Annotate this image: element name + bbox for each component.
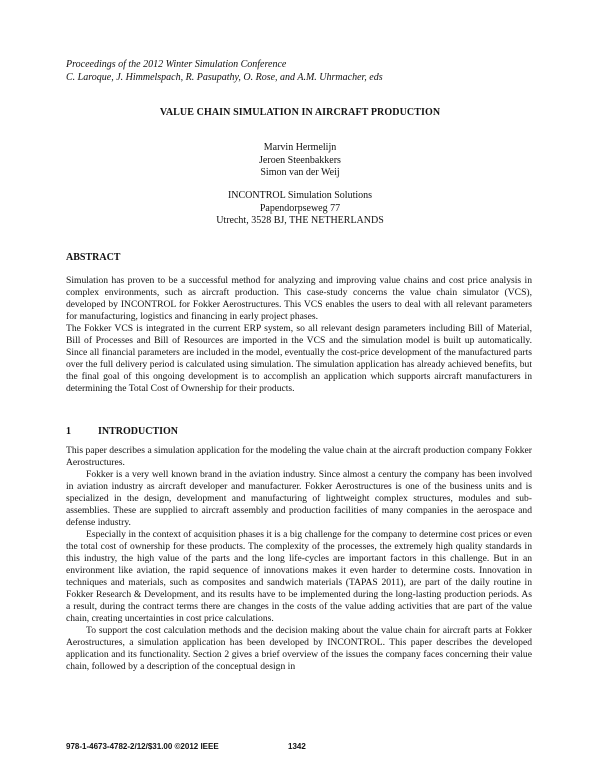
- author-name: Jeroen Steenbakkers: [259, 154, 341, 166]
- abstract-paragraph: Simulation has proven to be a successful method for analyzing and improving value chains and cost price analysis in complex environments, such as aircraft production. This case-study concerns the value chain simulator (VCS), developed by INCONTROL for Fokker Aerostructures. This VCS enables the users to deal with all relevant parameters for manufacturing, logistics and financing in early project phases.: [66, 275, 532, 322]
- introduction-body: [66, 445, 532, 673]
- affiliation-street: Papendorpseweg 77: [259, 202, 341, 214]
- intro-paragraph: Fokker is a very well known brand in the aviation industry. Since almost a century the company has been involved in aviation industry as aircraft developer and manufacturer. Fokker Aerostructures is one of the business units and is specialized in the design, development and manufacturing of lightweight complex structures, modules and sub-assemblies. These are supplied to aircraft assembly and production facilities of many companies in the aerospace and defense industry.: [66, 469, 532, 528]
- abstract-body: [66, 275, 532, 395]
- author-name: Marvin Hermelijn: [263, 142, 337, 153]
- abstract-heading: ABSTRACT: [66, 252, 121, 263]
- editors-line: C. Laroque, J. Himmelspach, R. Pasupathy, O. Rose, and A.M. Uhrmacher, eds: [66, 72, 383, 83]
- author-list: [0, 142, 600, 180]
- proceedings-line: Proceedings of the 2012 Winter Simulation Conference: [66, 59, 287, 70]
- affiliation-org: INCONTROL Simulation Solutions: [227, 190, 373, 201]
- intro-paragraph: This paper describes a simulation application for the modeling the value chain at the aircraft production company Fokker Aerostructures.: [66, 445, 532, 468]
- section-title: INTRODUCTION: [98, 426, 179, 437]
- abstract-paragraph: The Fokker VCS is integrated in the current ERP system, so all relevant design parameters including Bill of Material, Bill of Processes and Bill of Resources are imported in the VCS and the simulation model is built up automatically. Since all financial parameters are included in the model, eventually the cost-price development of the manufactured parts over the full delivery period is calculated using simulation. The simulation application has already achieved benefits, but the final goal of this ongoing development is to accomplish an application which supports aircraft manufacturers in determining the Total Cost of Ownership for their products.: [66, 323, 532, 394]
- affiliation: [0, 190, 600, 228]
- affiliation-city: Utrecht, 3528 BJ, THE NETHERLANDS: [216, 215, 384, 226]
- paper-title: VALUE CHAIN SIMULATION IN AIRCRAFT PRODUCTION: [159, 107, 441, 118]
- intro-paragraph: To support the cost calculation methods and the decision making about the value chain for aircraft parts at Fokker Aerostructures, a simulation application has been developed by INCONTROL. This paper describes the developed application and its functionality. Section 2 gives a brief overview of the issues the company faces concerning their value chain, followed by a description of the conceptual design in: [66, 625, 532, 672]
- page-number: 1342: [288, 742, 306, 751]
- intro-paragraph: Especially in the context of acquisition phases it is a big challenge for the company to determine cost prices or even the total cost of ownership for these products. The complexity of the processes, the extremely high quality standards in this industry, the high value of the parts and the long life-cycles are important factors in this challenge. But in an environment like aviation, the rapid sequence of innovations makes it even harder to determine costs. Innovation in techniques and materials, such as composites and sandwich materials (TAPAS 2011), are part of the daily routine in Fokker Research & Development, and its results have to be implemented during the long-lasting production periods. As a result, during the contract terms there are changes in the costs of the value adding activities that are part of the value chain, creating uncertainties in cost price calculations.: [66, 529, 532, 624]
- section-heading-introduction: [66, 426, 178, 437]
- author-name: Simon van der Weij: [260, 167, 340, 178]
- section-number: 1: [66, 426, 71, 437]
- footer-isbn: 978-1-4673-4782-2/12/$31.00 ©2012 IEEE: [66, 742, 219, 751]
